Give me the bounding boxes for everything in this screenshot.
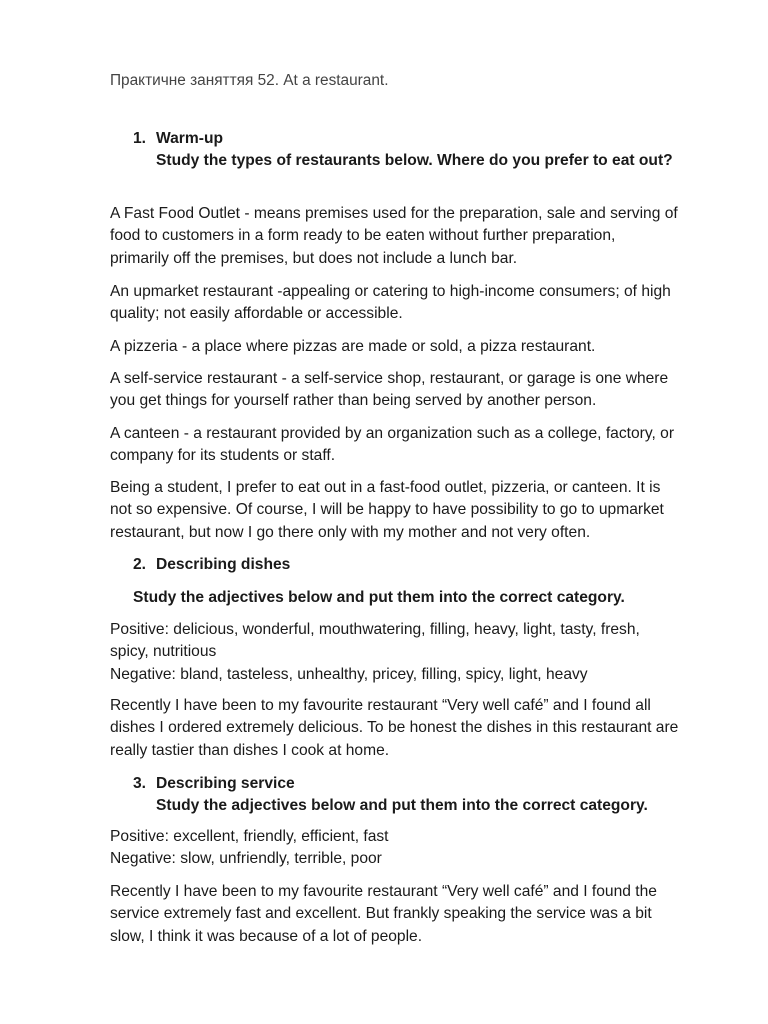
canteen-definition: A canteen - a restaurant provided by an organization such as a college, factory, or company for its students or staff.: [110, 425, 675, 465]
section-2-number: 2.: [133, 556, 147, 573]
service-paragraph: Recently I have been to my favourite restaurant “Very well café” and I found the service extremely fast and excellent. But frankly speaking the service was a bit slow, I think it was because of a lot of people.: [110, 883, 657, 945]
section-2-instruction: Study the adjectives below and put them into the correct category.: [133, 589, 625, 606]
section-1-number: 1.: [133, 130, 147, 147]
section-3-number: 3.: [133, 775, 147, 792]
service-adjectives: [110, 826, 715, 871]
service-negative: Negative: slow, unfriendly, terrible, poor: [110, 850, 382, 868]
section-3-title: Describing service: [156, 775, 295, 792]
section-3-heading: [133, 773, 295, 795]
dishes-positive: Positive: delicious, wonderful, mouthwatering, filling, heavy, light, tasty, fresh,: [110, 621, 640, 638]
section-1-title: Warm-up: [156, 130, 223, 147]
dishes-negative: Negative: bland, tasteless, unhealthy, pricey, filling, spicy, light, heavy: [110, 665, 588, 683]
section-2-heading: [133, 554, 290, 576]
service-positive: Positive: excellent, friendly, efficient, fast: [110, 828, 389, 845]
dishes-paragraph: Recently I have been to my favourite restaurant “Very well café” and I found all dishes I ordered extremely delicious. To be honest the dishes in this restaurant are really tastier than dishes I cook at home.: [110, 697, 679, 759]
pizzeria-definition: A pizzeria - a place where pizzas are made or sold, a pizza restaurant.: [110, 338, 596, 355]
fast-food-definition: A Fast Food Outlet - means premises used for the preparation, sale and serving of food to customers in a form ready to be eaten without further preparation, primarily off the premises, but does not include a lunch bar.: [110, 205, 678, 267]
dishes-adjectives: Positive: delicious, wonderful, mouthwatering, filling, heavy, light, tasty, fresh, spicy, nutritious Negative: bland, tasteless, unhealthy, pricey, filling, spicy, light, heavy: [110, 619, 715, 686]
upmarket-definition: An upmarket restaurant -appealing or catering to high-income consumers; of high quality; not easily affordable or accessible.: [110, 283, 671, 323]
self-service-definition: A self-service restaurant - a self-service shop, restaurant, or garage is one where you get things for yourself rather than being served by another person.: [110, 370, 669, 410]
section-3-instruction: Study the adjectives below and put them into the correct category.: [156, 797, 648, 814]
section-1-heading: [133, 128, 223, 150]
section-1-instruction: Study the types of restaurants below. Where do you prefer to eat out?: [156, 152, 673, 169]
student-preference-paragraph: Being a student, I prefer to eat out in a fast-food outlet, pizzeria, or canteen. It is not so expensive. Of course, I will be happy to have possibility to go to upmarket restaurant, but now I go there only with my mother and not very often.: [110, 479, 664, 541]
page-title: Практичне заняттяя 52. At a restaurant.: [110, 72, 389, 89]
section-2-title: Describing dishes: [156, 556, 291, 573]
